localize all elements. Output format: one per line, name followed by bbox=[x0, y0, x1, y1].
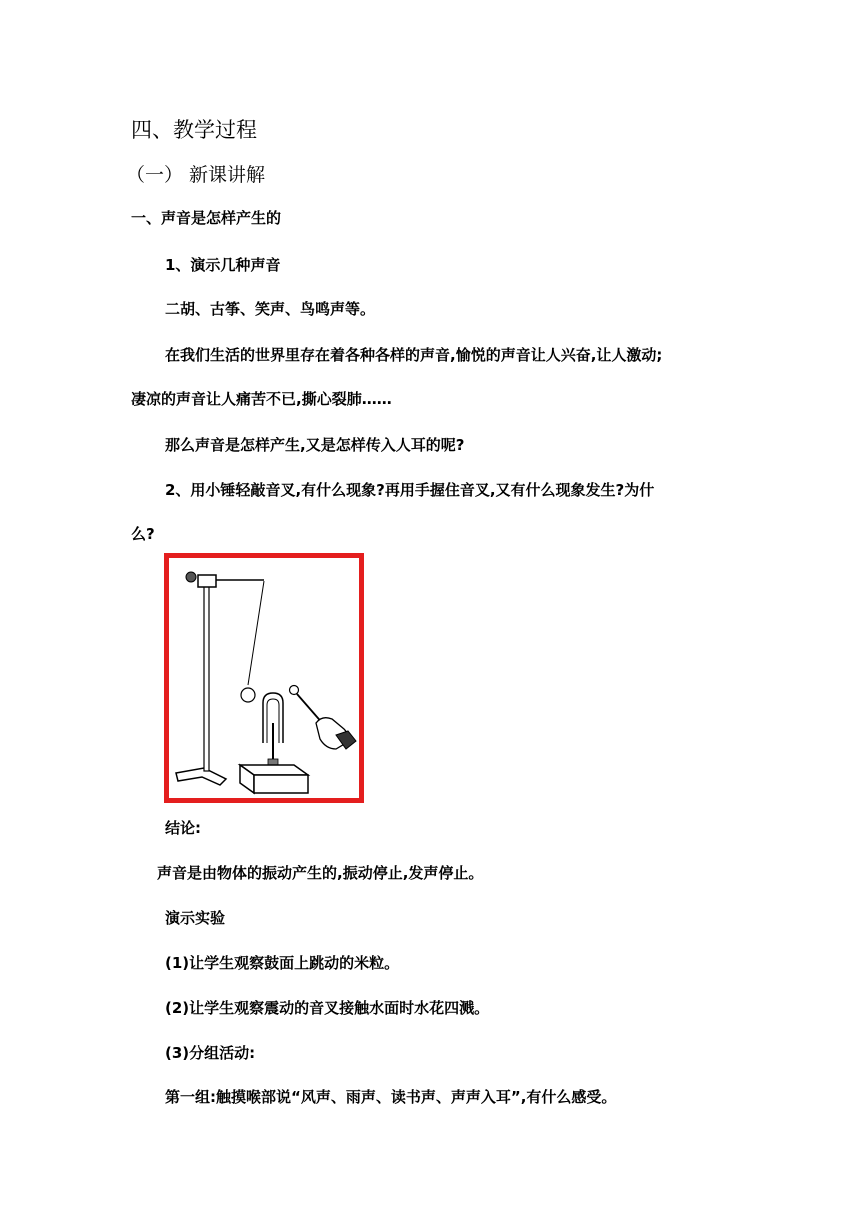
demo-item-3: (3)分组活动: bbox=[165, 1044, 256, 1062]
group-activity-1: 第一组:触摸喉部说“风声、雨声、读书声、声声入耳”,有什么感受。 bbox=[165, 1088, 617, 1106]
item-tuning-fork-line-1: 2、用小锤轻敲音叉,有什么现象?再用手握住音叉,又有什么现象发生?为什 bbox=[165, 481, 655, 499]
figure-border bbox=[167, 556, 362, 801]
conclusion-label: 结论: bbox=[165, 819, 201, 837]
stand-clamp bbox=[198, 575, 216, 587]
paragraph-line-1: 在我们生活的世界里存在着各种各样的声音,愉悦的声音让人兴奋,让人激动; bbox=[165, 346, 663, 364]
tuning-fork-diagram bbox=[164, 553, 364, 803]
subsection-title: （一） 新课讲解 bbox=[126, 164, 266, 186]
heading-sound-origin: 一、声音是怎样产生的 bbox=[131, 209, 282, 227]
pendulum-ball bbox=[241, 688, 255, 702]
conclusion-text: 声音是由物体的振动产生的,振动停止,发声停止。 bbox=[157, 864, 484, 882]
stand-rod bbox=[204, 578, 209, 771]
examples-text: 二胡、古筝、笑声、鸟鸣声等。 bbox=[165, 300, 376, 318]
question-text: 那么声音是怎样产生,又是怎样传入人耳的呢? bbox=[165, 436, 465, 454]
paragraph-line-2: 凄凉的声音让人痛苦不已,撕心裂肺…… bbox=[131, 390, 392, 408]
demo-item-2: (2)让学生观察震动的音叉接触水面时水花四溅。 bbox=[165, 999, 490, 1017]
item-demo-sounds: 1、演示几种声音 bbox=[165, 256, 281, 274]
item-tuning-fork-line-2: 么? bbox=[131, 525, 155, 543]
mallet-head bbox=[290, 686, 299, 695]
demo-item-1: (1)让学生观察鼓面上跳动的米粒。 bbox=[165, 954, 400, 972]
tuning-fork-experiment-figure bbox=[164, 553, 364, 803]
clamp-knob bbox=[186, 572, 196, 582]
section-title: 四、教学过程 bbox=[131, 118, 257, 142]
demo-label: 演示实验 bbox=[165, 909, 226, 927]
